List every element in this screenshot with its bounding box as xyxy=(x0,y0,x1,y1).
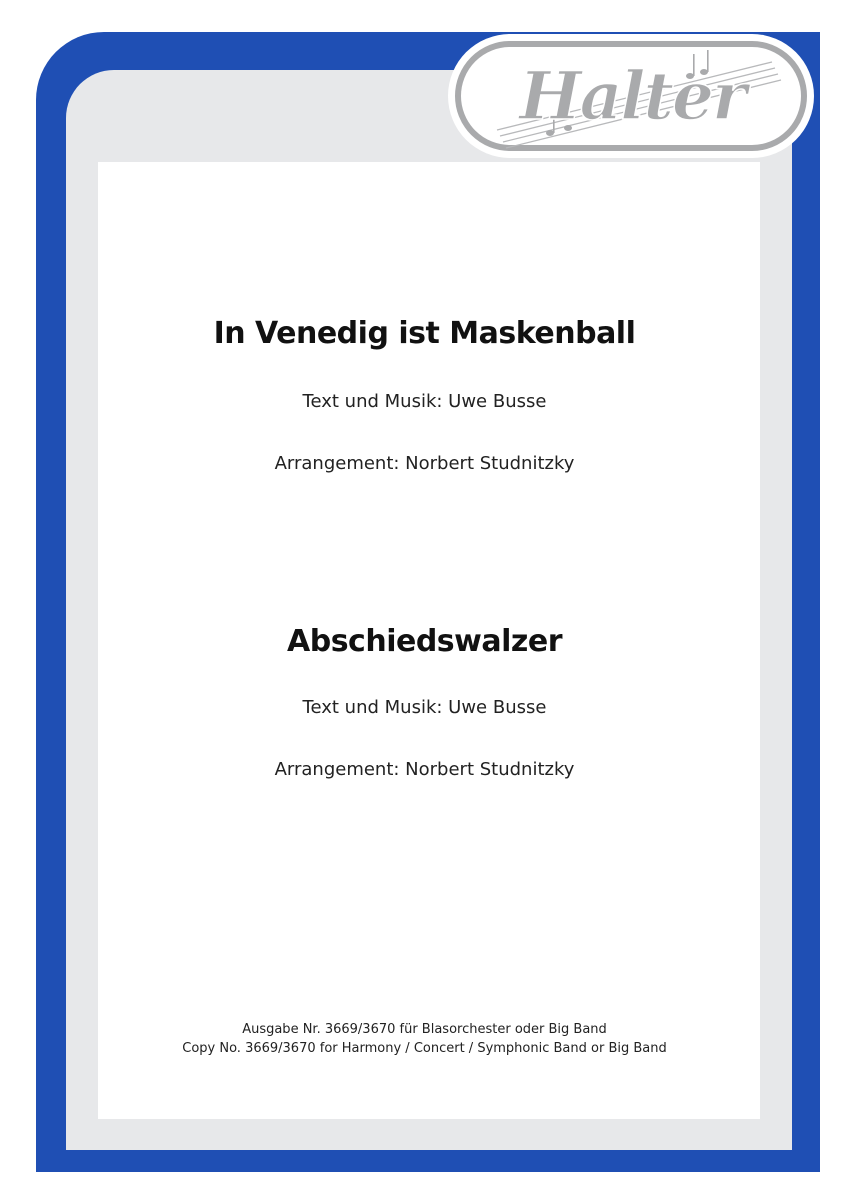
piece-title: In Venedig ist Maskenball xyxy=(213,316,636,351)
logo-wordmark: Halter xyxy=(519,57,745,135)
arranger-credit: Arrangement: Norbert Studnitzky xyxy=(274,453,575,474)
halter-logo xyxy=(442,32,818,162)
composer-credit: Text und Musik: Uwe Busse xyxy=(302,697,547,718)
composer-credit: Text und Musik: Uwe Busse xyxy=(302,391,547,412)
arranger-credit: Arrangement: Norbert Studnitzky xyxy=(274,759,575,780)
edition-info-de: Ausgabe Nr. 3669/3670 für Blasorchester oder Big Band xyxy=(242,1022,607,1037)
edition-info-en: Copy No. 3669/3670 for Harmony / Concert / Symphonic Band or Big Band xyxy=(182,1041,667,1056)
piece-title: Abschiedswalzer xyxy=(287,624,562,659)
